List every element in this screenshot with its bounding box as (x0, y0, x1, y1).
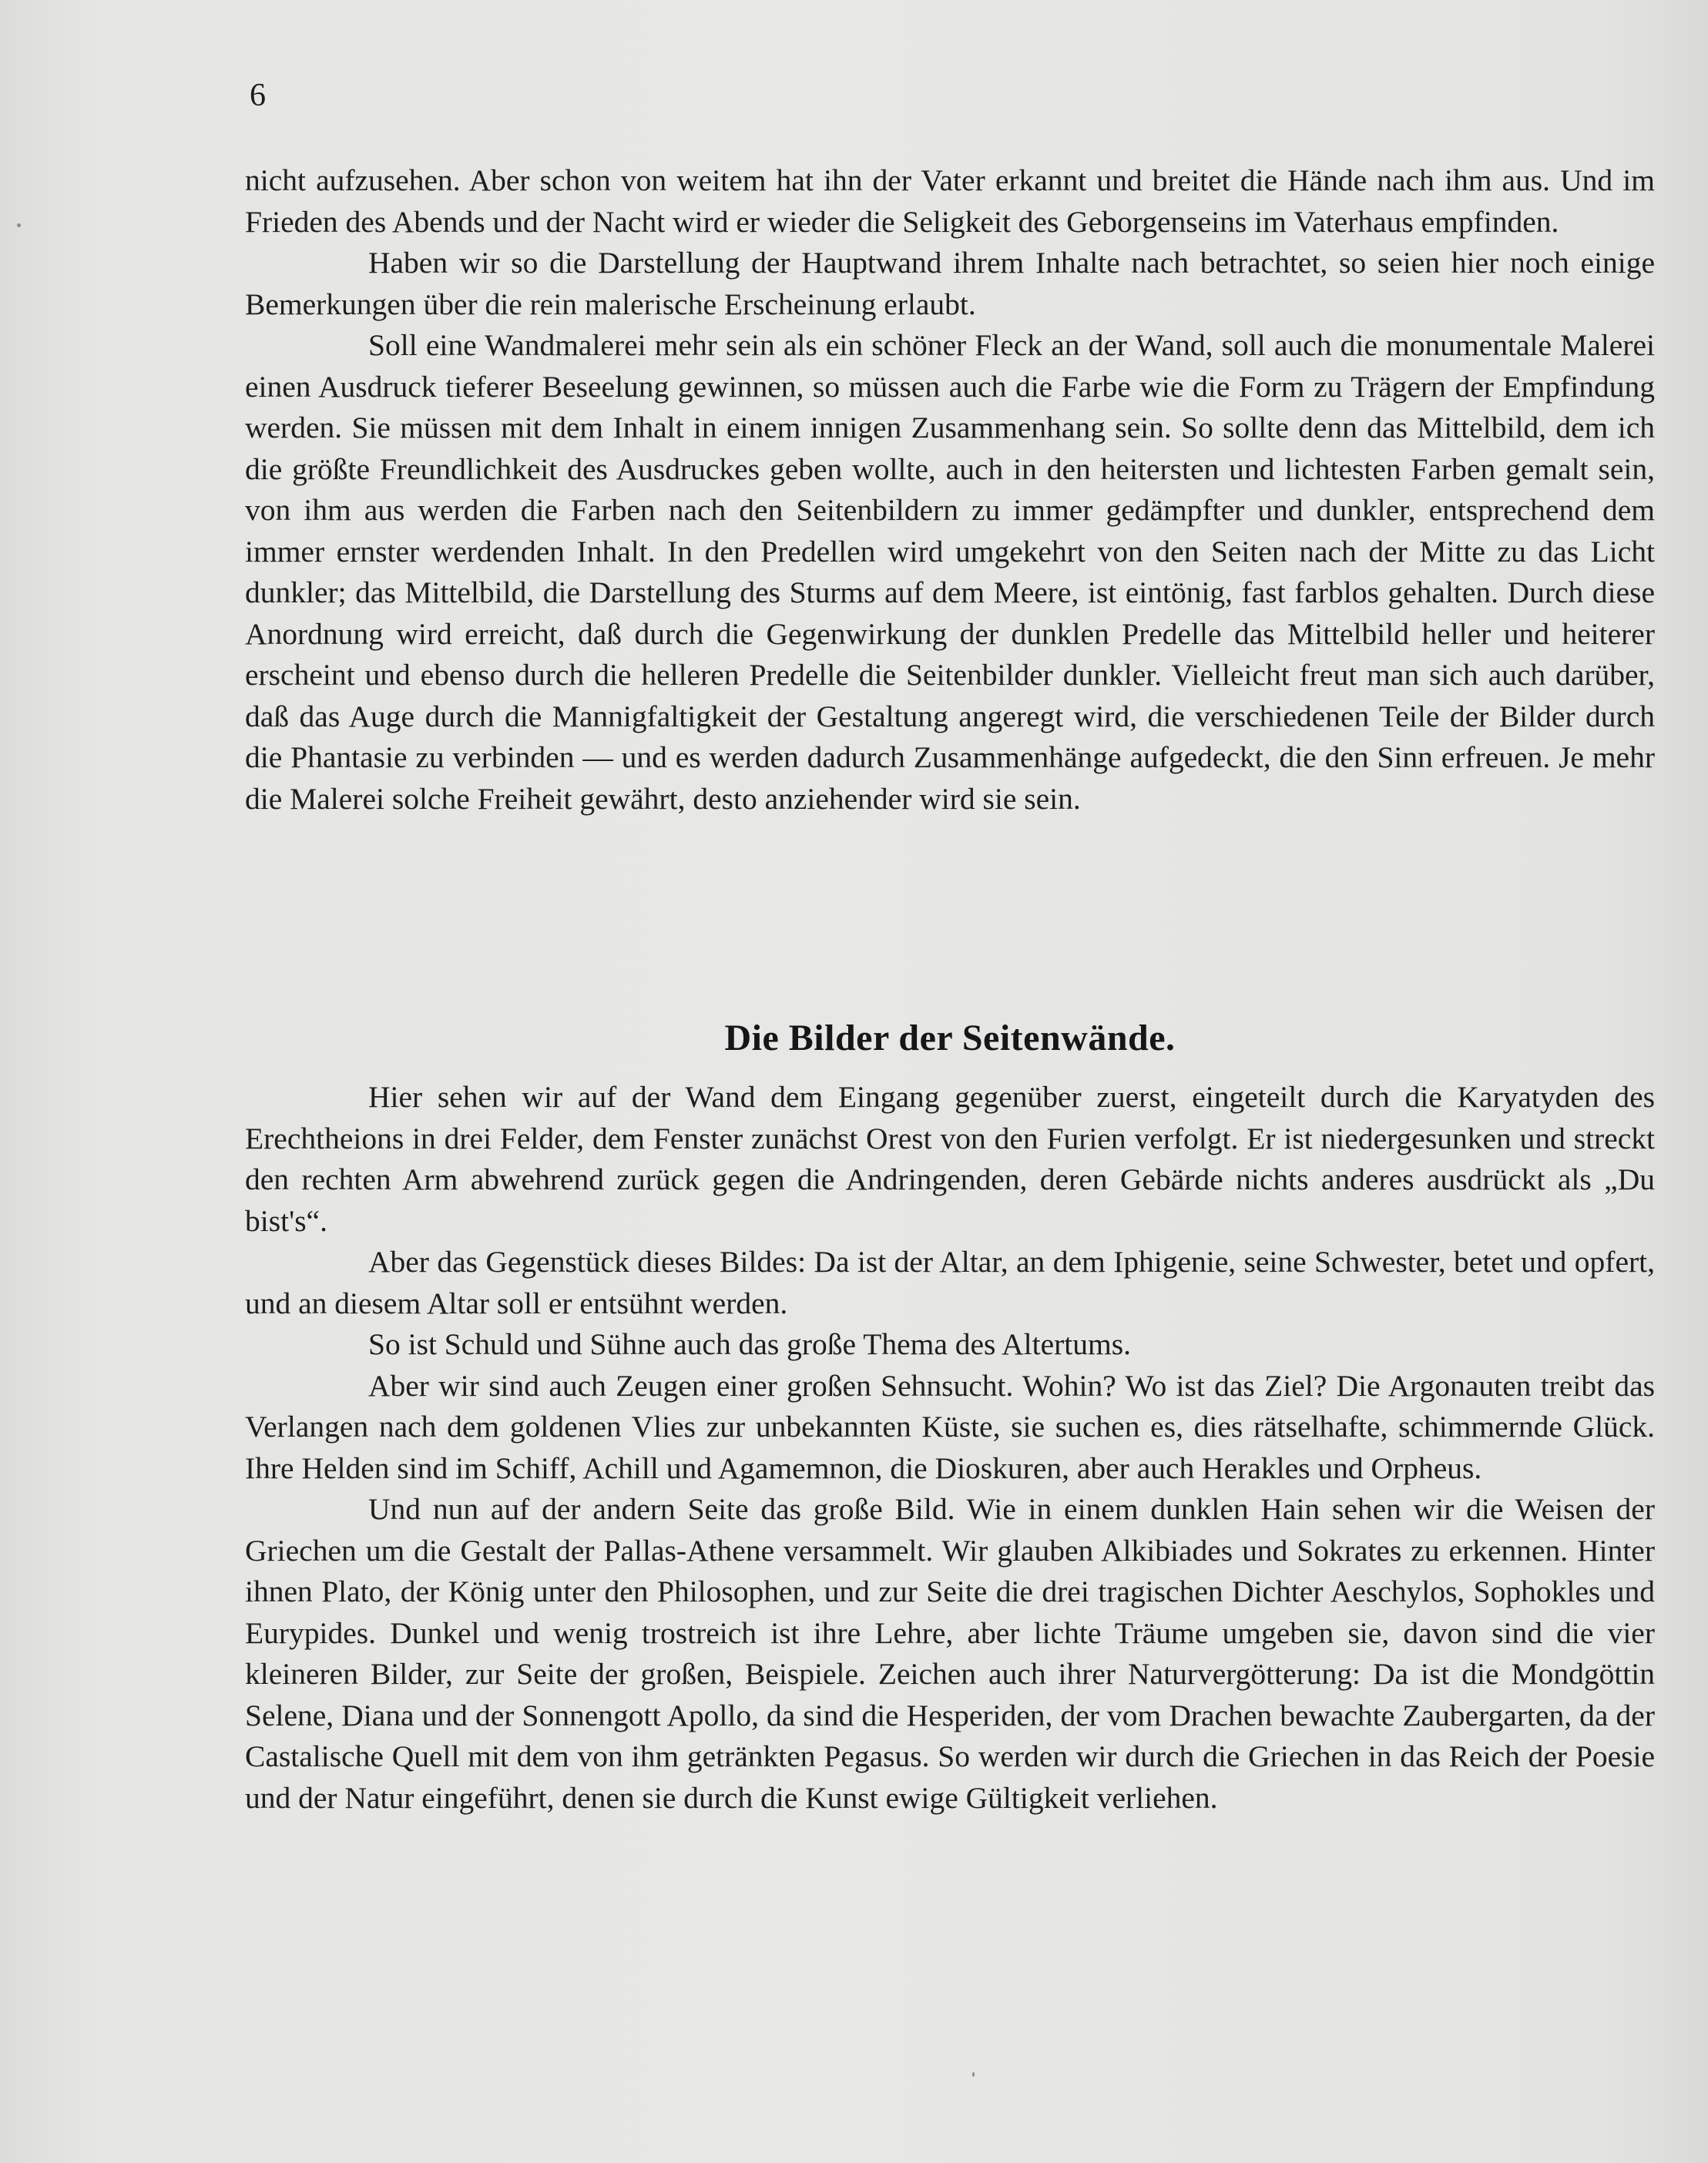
body-text-top (245, 160, 1655, 820)
paragraph-3: Soll eine Wandmalerei mehr sein als ein schöner Fleck an der Wand, soll auch die monumentale Malerei einen Ausdruck tieferer Beseelung gewinnen, so müssen auch die Farbe wie die Form zu Trägern der Empfindung werden. Sie müssen mit dem Inhalt in einem innigen Zusammenhang sein. So sollte denn das Mittelbild, dem ich die größte Freundlichkeit des Ausdruckes geben wollte, auch in den heitersten und lichtesten Farben gemalt sein, von ihm aus werden die Farben nach den Seitenbildern zu immer gedämpfter und dunkler, entsprechend dem immer ernster werdenden Inhalt. In den Predellen wird umgekehrt von den Seiten nach der Mitte zu das Licht dunkler; das Mittelbild, die Darstellung des Sturms auf dem Meere, ist eintönig, fast farblos gehalten. Durch diese Anordnung wird erreicht, daß durch die Gegenwirkung der dunklen Predelle das Mittelbild heller und heiterer erscheint und ebenso durch die helleren Predelle die Seitenbilder dunkler. Vielleicht freut man sich auch darüber, daß das Auge durch die Mannigfaltigkeit der Gestaltung angeregt wird, die verschiedenen Teile der Bilder durch die Phantasie zu verbinden — und es werden dadurch Zusammenhänge aufgedeckt, die den Sinn erfreuen. Je mehr die Malerei solche Freiheit gewährt, desto anziehender wird sie sein. (245, 328, 1655, 816)
paragraph-4: Hier sehen wir auf der Wand dem Eingang gegenüber zuerst, eingeteilt durch die Karyatyden des Erechtheions in drei Felder, dem Fenster zunächst Orest von den Furien verfolgt. Er ist niedergesunken und streckt den rechten Arm abwehrend zurück gegen die Andringenden, deren Gebärde nichts anderes ausdrückt als „Du bist's“. (245, 1080, 1655, 1238)
paragraph-6: So ist Schuld und Sühne auch das große Thema des Altertums. (368, 1327, 1131, 1361)
section-heading: Die Bilder der Seitenwände. (724, 1018, 1176, 1058)
body-text-bottom (245, 1077, 1655, 1819)
paragraph-7: Aber wir sind auch Zeugen einer großen Sehnsucht. Wohin? Wo ist das Ziel? Die Argonauten treibt das Verlangen nach dem goldenen Vlies zur unbekannten Küste, sie suchen es, dies rätselhafte, schimmernde Glück. Ihre Helden sind im Schiff, Achill und Agamemnon, die Dioskuren, aber auch Herakles und Orpheus. (245, 1368, 1655, 1485)
page-number: 6 (250, 78, 266, 113)
paper-speck (17, 223, 21, 227)
paragraph-1: nicht aufzusehen. Aber schon von weitem hat ihn der Vater erkannt und breitet die Hände nach ihm aus. Und im Frieden des Abends und der Nacht wird er wieder die Seligkeit des Geborgenseins im Vaterhaus empfinden. (245, 163, 1655, 239)
paragraph-2: Haben wir so die Darstellung der Hauptwand ihrem Inhalte nach betrachtet, so seien hier noch einige Bemerkungen über die rein malerische Erscheinung erlaubt. (245, 246, 1655, 321)
paragraph-8: Und nun auf der andern Seite das große Bild. Wie in einem dunklen Hain sehen wir die Weisen der Griechen um die Gestalt der Pallas-Athene versammelt. Wir glauben Alkibiades und Sokrates zu erkennen. Hinter ihnen Plato, der König unter den Philosophen, und zur Seite die drei tragischen Dichter Aeschylos, Sophokles und Eurypides. Dunkel und wenig trostreich ist ihre Lehre, aber lichte Träume umgeben sie, davon sind die vier kleineren Bilder, zur Seite der großen, Beispiele. Zeichen auch ihrer Naturvergötterung: Da ist die Mondgöttin Selene, Diana und der Sonnengott Apollo, da sind die Hesperiden, der vom Drachen bewachte Zaubergarten, da der Castalische Quell mit dem von ihm getränkten Pegasus. So werden wir durch die Griechen in das Reich der Poesie und der Natur eingeführt, denen sie durch die Kunst ewige Gültigkeit verliehen. (245, 1492, 1655, 1815)
paragraph-5: Aber das Gegenstück dieses Bildes: Da ist der Altar, an dem Iphigenie, seine Schwester, betet und opfert, und an diesem Altar soll er entsühnt werden. (245, 1245, 1655, 1320)
paper-speck (972, 2072, 975, 2077)
